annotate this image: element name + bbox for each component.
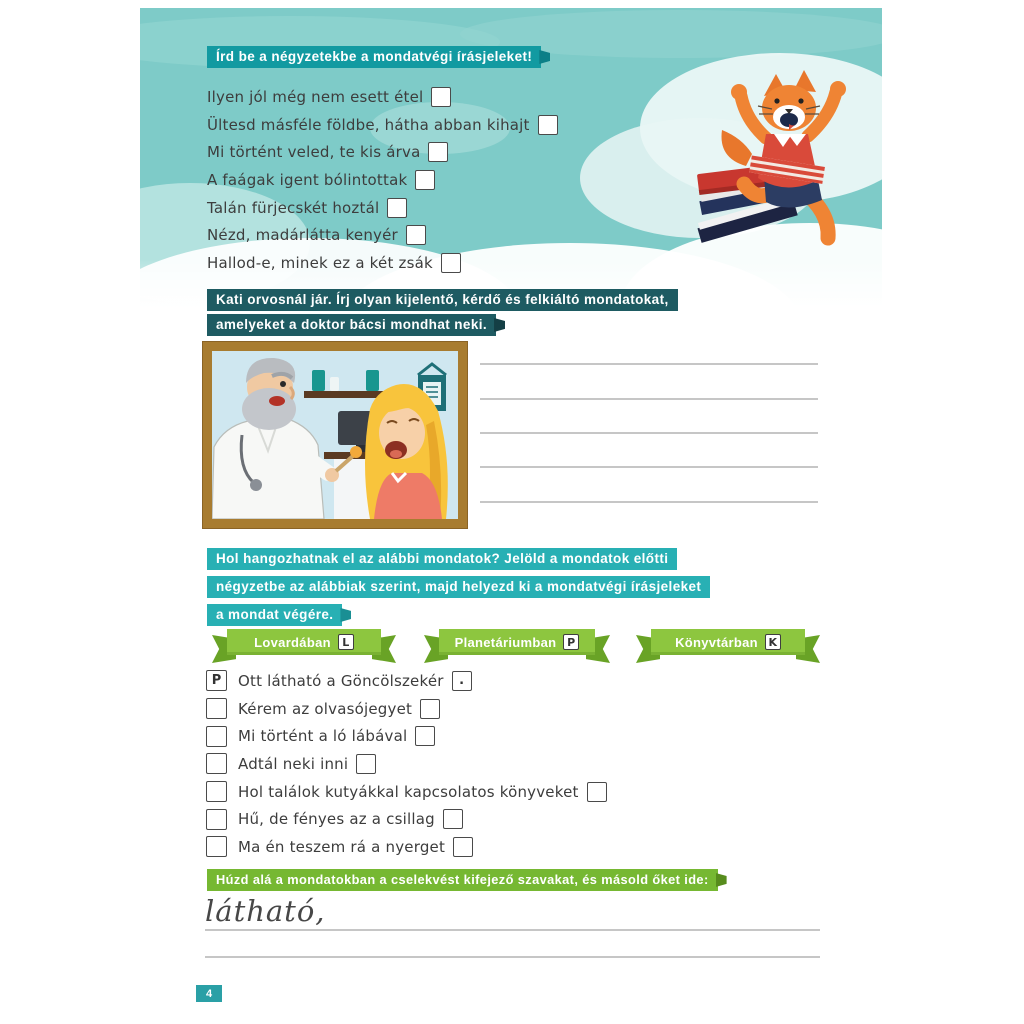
- answer-line[interactable]: [480, 363, 818, 365]
- sentence-row: [207, 138, 558, 166]
- punctuation-box[interactable]: [443, 809, 463, 829]
- exercise4-title-banner: Húzd alá a mondatokban a cselekvést kifejező szavakat, és másold őket ide:: [207, 869, 718, 891]
- location-box[interactable]: [206, 698, 227, 719]
- sentence-text: Talán fürjecskét hoztál: [207, 198, 380, 217]
- doctor-examining-girl-illustration: [203, 342, 467, 528]
- answer-line[interactable]: [480, 398, 818, 400]
- handwritten-answer: látható,: [205, 894, 326, 928]
- exercise3-title-line3: a mondat végére.: [207, 604, 342, 626]
- sentence-text: Kérem az olvasójegyet: [238, 699, 413, 718]
- punctuation-box[interactable]: [415, 170, 435, 190]
- ribbon-letter-box: P: [563, 634, 579, 650]
- sentence-row: [207, 111, 558, 139]
- location-ribbon-planetariumban: [424, 629, 610, 655]
- ribbon-letter-box: K: [765, 634, 781, 650]
- answer-line[interactable]: [480, 501, 818, 503]
- punctuation-box[interactable]: [356, 754, 376, 774]
- exercise2-title-line2: amelyeket a doktor bácsi mondhat neki.: [207, 314, 496, 336]
- sentence-row: [207, 249, 558, 277]
- exercise3-title-line1: Hol hangozhatnak el az alábbi mondatok? Jelöld a mondatok előtti: [207, 548, 677, 570]
- ribbon-label: Könyvtárban: [675, 634, 758, 650]
- sentence-row: [207, 194, 558, 222]
- answer-line[interactable]: [480, 432, 818, 434]
- answer-line[interactable]: [205, 956, 820, 958]
- cat-with-books-illustration: [682, 64, 886, 256]
- punctuation-box[interactable]: [428, 142, 448, 162]
- sentence-text: Hol találok kutyákkal kapcsolatos könyveket: [238, 782, 579, 801]
- location-box[interactable]: [206, 726, 227, 747]
- sentence-row: [206, 750, 607, 778]
- sentence-text: Adtál neki inni: [238, 754, 349, 773]
- ribbon-label: Lovardában: [254, 634, 331, 650]
- sentence-row: [206, 722, 607, 750]
- sentence-row: [206, 805, 607, 833]
- sentence-row: [206, 778, 607, 806]
- sentence-text: Nézd, madárlátta kenyér: [207, 226, 398, 245]
- sentence-row: [206, 695, 607, 723]
- ribbon-label: Planetáriumban: [454, 634, 557, 650]
- punctuation-box[interactable]: [538, 115, 558, 135]
- punctuation-box[interactable]: [453, 837, 473, 857]
- punctuation-box[interactable]: [431, 87, 451, 107]
- sentence-text: Hallod-e, minek ez a két zsák: [207, 253, 433, 272]
- punctuation-box[interactable]: [587, 782, 607, 802]
- location-box[interactable]: [206, 836, 227, 857]
- sentence-text: Ott látható a Göncölszekér: [238, 671, 444, 690]
- exercise1-sentence-list: [207, 83, 558, 277]
- location-box[interactable]: [206, 781, 227, 802]
- exercise1-title-banner: Írd be a négyzetekbe a mondatvégi írásjeleket!: [207, 46, 541, 68]
- location-box[interactable]: [206, 809, 227, 830]
- location-box[interactable]: P: [206, 670, 227, 691]
- punctuation-box[interactable]: [406, 225, 426, 245]
- sentence-row: [206, 667, 607, 695]
- location-ribbon-konyvtarban: [636, 629, 820, 655]
- sentence-text: Ilyen jól még nem esett étel: [207, 87, 424, 106]
- sentence-text: Ültesd másféle földbe, hátha abban kihajt: [207, 115, 530, 134]
- punctuation-box[interactable]: [441, 253, 461, 273]
- sentence-text: Hű, de fényes az a csillag: [238, 810, 435, 829]
- sentence-text: Mi történt a ló lábával: [238, 727, 408, 746]
- location-box[interactable]: [206, 753, 227, 774]
- location-ribbon-lovardaban: [212, 629, 396, 655]
- sentence-text: Ma én teszem rá a nyerget: [238, 837, 446, 856]
- ribbon-letter-box: L: [338, 634, 354, 650]
- sentence-text: A faágak igent bólintottak: [207, 170, 408, 189]
- exercise3-title-line2: négyzetbe az alábbiak szerint, majd helyezd ki a mondatvégi írásjeleket: [207, 576, 710, 598]
- answer-line[interactable]: [480, 466, 818, 468]
- punctuation-box[interactable]: [420, 699, 440, 719]
- sentence-row: [207, 83, 558, 111]
- punctuation-box[interactable]: [387, 198, 407, 218]
- sentence-text: Mi történt veled, te kis árva: [207, 143, 421, 162]
- sentence-row: [206, 833, 607, 861]
- exercise2-title-line1: Kati orvosnál jár. Írj olyan kijelentő, kérdő és felkiáltó mondatokat,: [207, 289, 678, 311]
- sentence-row: [207, 221, 558, 249]
- page-number-badge: 4: [196, 985, 222, 1002]
- punctuation-box[interactable]: .: [452, 671, 472, 691]
- punctuation-box[interactable]: [415, 726, 435, 746]
- exercise3-sentence-list: [206, 667, 607, 861]
- answer-line[interactable]: [205, 929, 820, 931]
- sentence-row: [207, 166, 558, 194]
